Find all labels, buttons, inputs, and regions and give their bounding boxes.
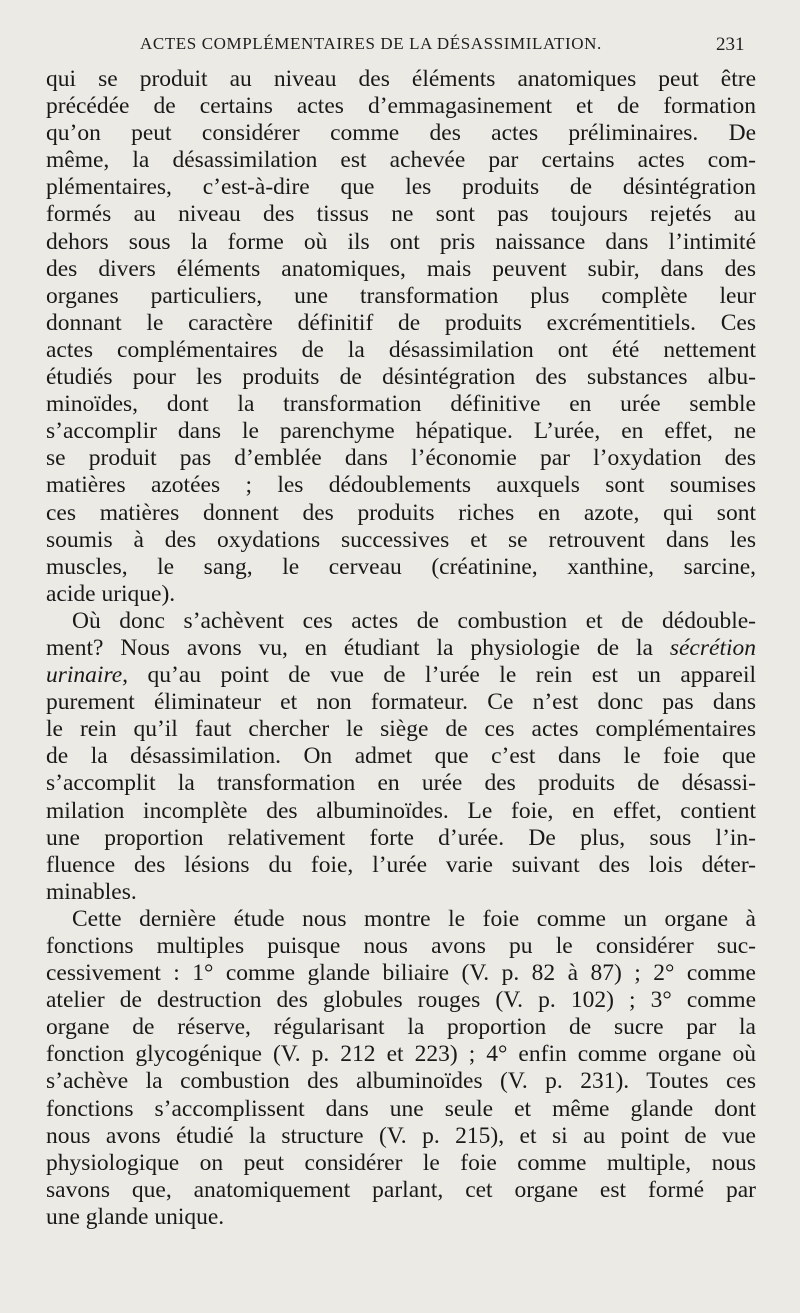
text-line: muscles, le sang, le cerveau (créatinine, xanthine, sarcine,	[46, 553, 756, 580]
text-line: étudiés pour les produits de désintégration des substances albu-	[46, 364, 756, 391]
text-line: des divers éléments anatomiques, mais peuvent subir, dans des	[46, 255, 756, 282]
text-line: Où donc s’achèvent ces actes de combustion et de dédouble-	[72, 607, 756, 634]
text-line	[46, 635, 756, 662]
body-text	[46, 66, 756, 1231]
text-line: fonction glycogénique (V. p. 212 et 223) ; 4° enfin comme organe où	[46, 1041, 756, 1068]
text-line: une glande unique.	[46, 1203, 225, 1230]
text-line: se produit pas d’emblée dans l’économie par l’oxydation des	[46, 445, 756, 472]
text-line: nous avons étudié la structure (V. p. 215), et si au point de vue	[46, 1122, 756, 1149]
text-line: donnant le caractère définitif de produits excrémentitiels. Ces	[46, 309, 756, 336]
text-line: de la désassimilation. On admet que c’est dans le foie que	[46, 743, 756, 770]
text-line: physiologique on peut considérer le foie comme multiple, nous	[46, 1149, 756, 1176]
text-line: s’achève la combustion des albuminoïdes (V. p. 231). Toutes ces	[46, 1068, 756, 1095]
text-line: minables.	[46, 878, 137, 905]
text-line: Cette dernière étude nous montre le foie comme un organe à	[72, 905, 756, 932]
text-line: purement éliminateur et non formateur. Ce n’est donc pas dans	[46, 689, 756, 716]
paragraph-1	[46, 66, 756, 608]
text-line: ces matières donnent des produits riches en azote, qui sont	[46, 499, 756, 526]
text-line: atelier de destruction des globules rouges (V. p. 102) ; 3° comme	[46, 987, 756, 1014]
running-head: ACTES COMPLÉMENTAIRES DE LA DÉSASSIMILATION.	[140, 34, 602, 53]
text-line: organes particuliers, une transformation plus complète leur	[46, 282, 756, 309]
text-line: milation incomplète des albuminoïdes. Le foie, en effet, contient	[46, 797, 756, 824]
text-line: une proportion relativement forte d’urée. De plus, sous l’in-	[46, 824, 756, 851]
text-line: minoïdes, dont la transformation définitive en urée semble	[46, 391, 756, 418]
text-line: précédée de certains actes d’emmagasinement et de formation	[46, 93, 756, 120]
text-run: qu’au point de vue de l’urée le rein est un appareil	[147, 662, 757, 689]
text-line	[46, 662, 756, 689]
text-line: acide urique).	[46, 580, 176, 607]
text-run: ment? Nous avons vu, en étudiant la physiologie de la	[46, 634, 653, 661]
text-line: s’accomplit la transformation en urée des produits de désassi-	[46, 770, 756, 797]
text-line: qui se produit au niveau des éléments anatomiques peut être	[46, 66, 756, 92]
text-line: organe de réserve, régularisant la proportion de sucre par la	[46, 1014, 756, 1041]
italic-term: urinaire,	[46, 662, 129, 689]
text-line: formés au niveau des tissus ne sont pas toujours rejetés au	[46, 201, 756, 228]
text-line: actes complémentaires de la désassimilation ont été nettement	[46, 336, 756, 363]
italic-term: sécrétion	[669, 634, 756, 661]
text-line: cessivement : 1° comme glande biliaire (V. p. 82 à 87) ; 2° comme	[46, 960, 756, 987]
text-line: fonctions s’accomplissent dans une seule et même glande dont	[46, 1095, 756, 1122]
text-line: même, la désassimilation est achevée par certains actes com-	[46, 147, 756, 174]
text-line: fluence des lésions du foie, l’urée varie suivant des lois déter-	[46, 851, 756, 878]
text-line: s’accomplir dans le parenchyme hépatique. L’urée, en effet, ne	[46, 418, 756, 445]
text-line: savons que, anatomiquement parlant, cet organe est formé par	[46, 1176, 756, 1203]
text-line: qu’on peut considérer comme des actes préliminaires. De	[46, 120, 756, 147]
page-number: 231	[716, 34, 745, 55]
paragraph-3	[46, 906, 756, 1231]
text-line: dehors sous la forme où ils ont pris naissance dans l’intimité	[46, 228, 756, 255]
text-line: matières azotées ; les dédoublements auxquels sont soumises	[46, 472, 756, 499]
text-line: fonctions multiples puisque nous avons pu le considérer suc-	[46, 933, 756, 959]
text-line: le rein qu’il faut chercher le siège de ces actes complémentaires	[46, 716, 756, 743]
text-line: plémentaires, c’est-à-dire que les produits de désintégration	[46, 174, 756, 201]
text-line: soumis à des oxydations successives et se retrouvent dans les	[46, 526, 756, 553]
paragraph-2	[46, 608, 756, 906]
